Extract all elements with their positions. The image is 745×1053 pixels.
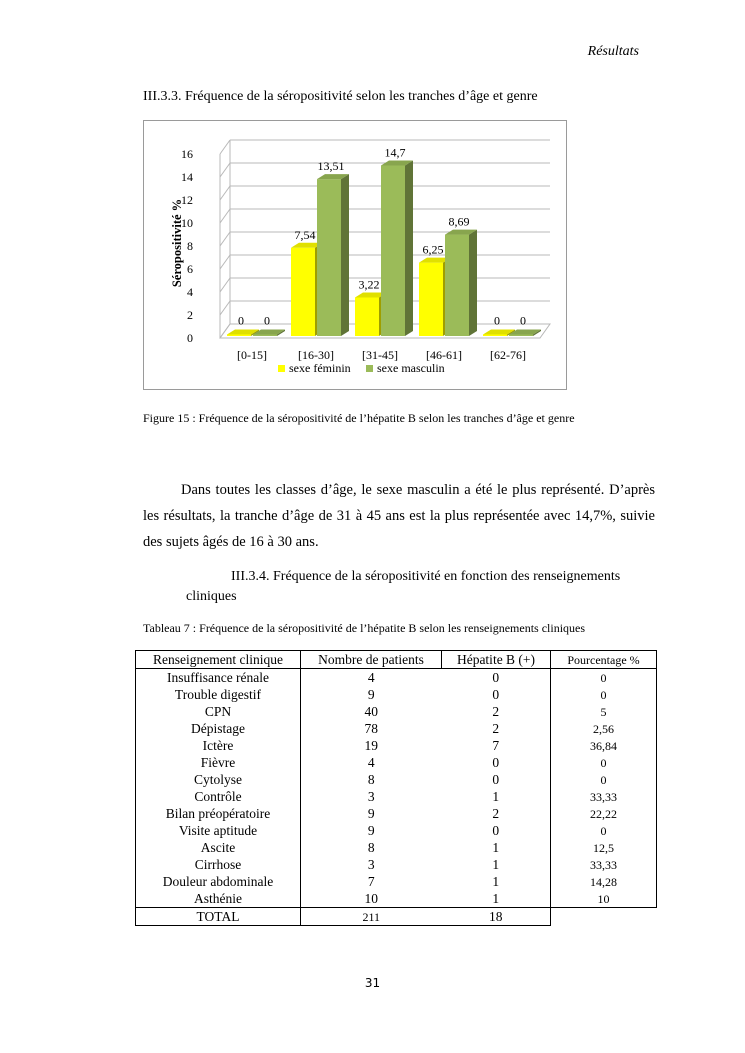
cell-clinical-info: Ascite — [136, 839, 301, 856]
data-label: 8,69 — [448, 214, 470, 229]
bar-side — [469, 230, 477, 336]
cell-patient-count: 3 — [301, 788, 442, 805]
table-row — [136, 805, 657, 822]
cell-hepatitis-positive: 1 — [492, 856, 500, 872]
cell-percentage: 5 — [551, 703, 657, 720]
bar-male — [381, 165, 405, 336]
cell-hepatitis-positive: 1 — [492, 839, 500, 855]
bar-male — [445, 235, 469, 336]
cell-clinical-info: Visite aptitude — [136, 822, 301, 839]
table-row — [136, 890, 657, 908]
cell-clinical-info: Insuffisance rénale — [136, 669, 301, 687]
bar-female — [355, 297, 379, 336]
y-tick-label: 0 — [187, 331, 193, 345]
gridline-depth — [220, 301, 230, 315]
table-body — [136, 669, 657, 926]
subsection-title-text: Fréquence de la séropositivité en fonction des renseignements — [273, 569, 621, 584]
cell-clinical-info: Fièvre — [136, 754, 301, 771]
data-label: 7,54 — [294, 227, 316, 242]
cell-patient-count: 3 — [301, 856, 442, 873]
data-label: 6,25 — [422, 242, 444, 257]
table-row — [136, 856, 657, 873]
cell-clinical-info: Trouble digestif — [136, 686, 301, 703]
cell-hepatitis-positive: 2 — [492, 720, 500, 736]
subsection-title — [186, 567, 656, 607]
cell-hepatitis-positive: 1 — [492, 890, 500, 906]
legend-swatch — [278, 365, 285, 372]
cell-clinical-info: Ictère — [136, 737, 301, 754]
cell-percentage: 0 — [551, 822, 657, 839]
bar-male — [317, 179, 341, 336]
table-total-row — [136, 908, 657, 926]
cell-clinical-info: Douleur abdominale — [136, 873, 301, 890]
table-row — [136, 754, 657, 771]
subsection-title-line1 — [186, 567, 656, 587]
cell-hepatitis-positive: 0 — [492, 771, 500, 787]
cell-clinical-info: Contrôle — [136, 788, 301, 805]
y-tick-label: 8 — [187, 239, 193, 253]
data-label: 0 — [264, 313, 270, 328]
gridline-depth — [220, 163, 230, 177]
total-hepatitis-positive: 18 — [442, 908, 551, 926]
data-label: 0 — [494, 313, 500, 328]
cell-patient-count: 8 — [301, 839, 442, 856]
cell-clinical-info: CPN — [136, 703, 301, 720]
y-tick-label: 6 — [187, 262, 193, 276]
y-axis-label: Séropositivité % — [170, 198, 184, 288]
cell-clinical-info: Cytolyse — [136, 771, 301, 788]
paragraph-text: Dans toutes les classes d’âge, le sexe masculin a été le plus représenté. D’après les résultats, la tranche d’âge de 31 à 45 ans est la plus représentée avec 14,7%, suivie des sujets âgés de 16 à 30 ans. — [143, 482, 655, 550]
cell-hepatitis-positive: 2 — [492, 703, 500, 719]
cell-patient-count: 78 — [301, 720, 442, 737]
header-clinical-info: Renseignement clinique — [136, 651, 301, 669]
cell-percentage: 33,33 — [551, 856, 657, 873]
data-label: 0 — [520, 313, 526, 328]
body-paragraph — [143, 477, 655, 555]
cell-hepatitis-positive: 0 — [492, 669, 500, 685]
cell-clinical-info: Asthénie — [136, 890, 301, 908]
legend-swatch — [366, 365, 373, 372]
x-tick-label: [31-45] — [362, 348, 398, 362]
cell-hepatitis-positive: 0 — [492, 754, 500, 770]
figure-caption: Figure 15 : Fréquence de la séropositivité de l’hépatite B selon les tranches d’âge et genre — [143, 411, 575, 425]
x-tick-label: [62-76] — [490, 348, 526, 362]
cell-clinical-info: Bilan préopératoire — [136, 805, 301, 822]
legend-label: sexe masculin — [377, 361, 445, 375]
cell-hepatitis-positive: 1 — [492, 873, 500, 889]
gridline-depth — [220, 232, 230, 246]
subsection-title-line2: cliniques — [186, 589, 237, 604]
legend-label: sexe féminin — [289, 361, 351, 375]
cell-patient-count: 8 — [301, 771, 442, 788]
table-row — [136, 669, 657, 687]
gridline-depth — [220, 278, 230, 292]
data-label: 14,7 — [384, 145, 406, 160]
cell-hepatitis-positive: 2 — [492, 805, 500, 821]
cell-percentage: 2,56 — [551, 720, 657, 737]
cell-patient-count: 19 — [301, 737, 442, 754]
y-tick-label: 10 — [181, 216, 193, 230]
table-row — [136, 839, 657, 856]
total-patient-count: 211 — [301, 908, 442, 926]
cell-percentage: 12,5 — [551, 839, 657, 856]
table-row — [136, 873, 657, 890]
table-header-row — [136, 651, 657, 669]
gridline-depth — [220, 186, 230, 200]
bar-male — [253, 335, 277, 337]
cell-percentage: 33,33 — [551, 788, 657, 805]
table-row — [136, 771, 657, 788]
cell-percentage: 0 — [551, 754, 657, 771]
cell-hepatitis-positive: 0 — [492, 686, 500, 702]
data-label: 13,51 — [317, 159, 345, 174]
cell-patient-count: 9 — [301, 686, 442, 703]
data-label: 0 — [238, 313, 244, 328]
y-tick-label: 12 — [181, 193, 193, 207]
bar-side — [405, 160, 413, 336]
bar-female — [419, 263, 443, 336]
table-row — [136, 737, 657, 754]
x-tick-label: [46-61] — [426, 348, 462, 362]
cell-patient-count: 4 — [301, 669, 442, 687]
y-tick-label: 14 — [181, 170, 193, 184]
cell-patient-count: 9 — [301, 822, 442, 839]
x-tick-label: [16-30] — [298, 348, 334, 362]
bar-male — [509, 335, 533, 337]
y-tick-label: 4 — [187, 285, 193, 299]
table-row — [136, 686, 657, 703]
header-patient-count: Nombre de patients — [301, 651, 442, 669]
cell-percentage: 0 — [551, 686, 657, 703]
cell-percentage: 22,22 — [551, 805, 657, 822]
cell-clinical-info: Cirrhose — [136, 856, 301, 873]
gridline-depth — [220, 209, 230, 223]
cell-hepatitis-positive: 0 — [492, 822, 500, 838]
header-hepatitis-positive: Hépatite B (+) — [442, 651, 551, 669]
cell-patient-count: 9 — [301, 805, 442, 822]
cell-percentage: 36,84 — [551, 737, 657, 754]
chart-frame — [143, 120, 567, 390]
table-row — [136, 720, 657, 737]
header-percentage: Pourcentage % — [551, 651, 657, 669]
gridline-depth — [220, 140, 230, 154]
bar-side — [341, 174, 349, 336]
cell-percentage: 14,28 — [551, 873, 657, 890]
total-label: TOTAL — [136, 908, 301, 926]
seropositivity-bar-chart — [144, 121, 566, 389]
subsection-number: III.3.4. — [231, 569, 270, 584]
bar-female — [227, 335, 251, 337]
cell-patient-count: 4 — [301, 754, 442, 771]
total-empty-cell — [551, 908, 657, 926]
cell-percentage: 10 — [551, 890, 657, 908]
bar-female — [483, 335, 507, 337]
bar-female — [291, 248, 315, 336]
cell-patient-count: 7 — [301, 873, 442, 890]
cell-hepatitis-positive: 1 — [492, 788, 500, 804]
gridline-depth — [220, 255, 230, 269]
cell-percentage: 0 — [551, 669, 657, 687]
y-tick-label: 2 — [187, 308, 193, 322]
data-label: 3,22 — [358, 277, 380, 292]
page-number: 31 — [364, 976, 381, 990]
clinical-info-table — [135, 650, 657, 926]
cell-hepatitis-positive: 7 — [492, 737, 500, 753]
table-caption: Tableau 7 : Fréquence de la séropositivité de l’hépatite B selon les renseignements cliniques — [143, 621, 586, 635]
running-header: Résultats — [587, 44, 639, 59]
section-title: III.3.3. Fréquence de la séropositivité selon les tranches d’âge et genre — [143, 89, 538, 104]
table-row — [136, 788, 657, 805]
x-tick-label: [0-15] — [237, 348, 267, 362]
cell-percentage: 0 — [551, 771, 657, 788]
cell-patient-count: 10 — [301, 890, 442, 908]
cell-clinical-info: Dépistage — [136, 720, 301, 737]
table-row — [136, 822, 657, 839]
table-row — [136, 703, 657, 720]
y-tick-label: 16 — [181, 147, 193, 161]
cell-patient-count: 40 — [301, 703, 442, 720]
